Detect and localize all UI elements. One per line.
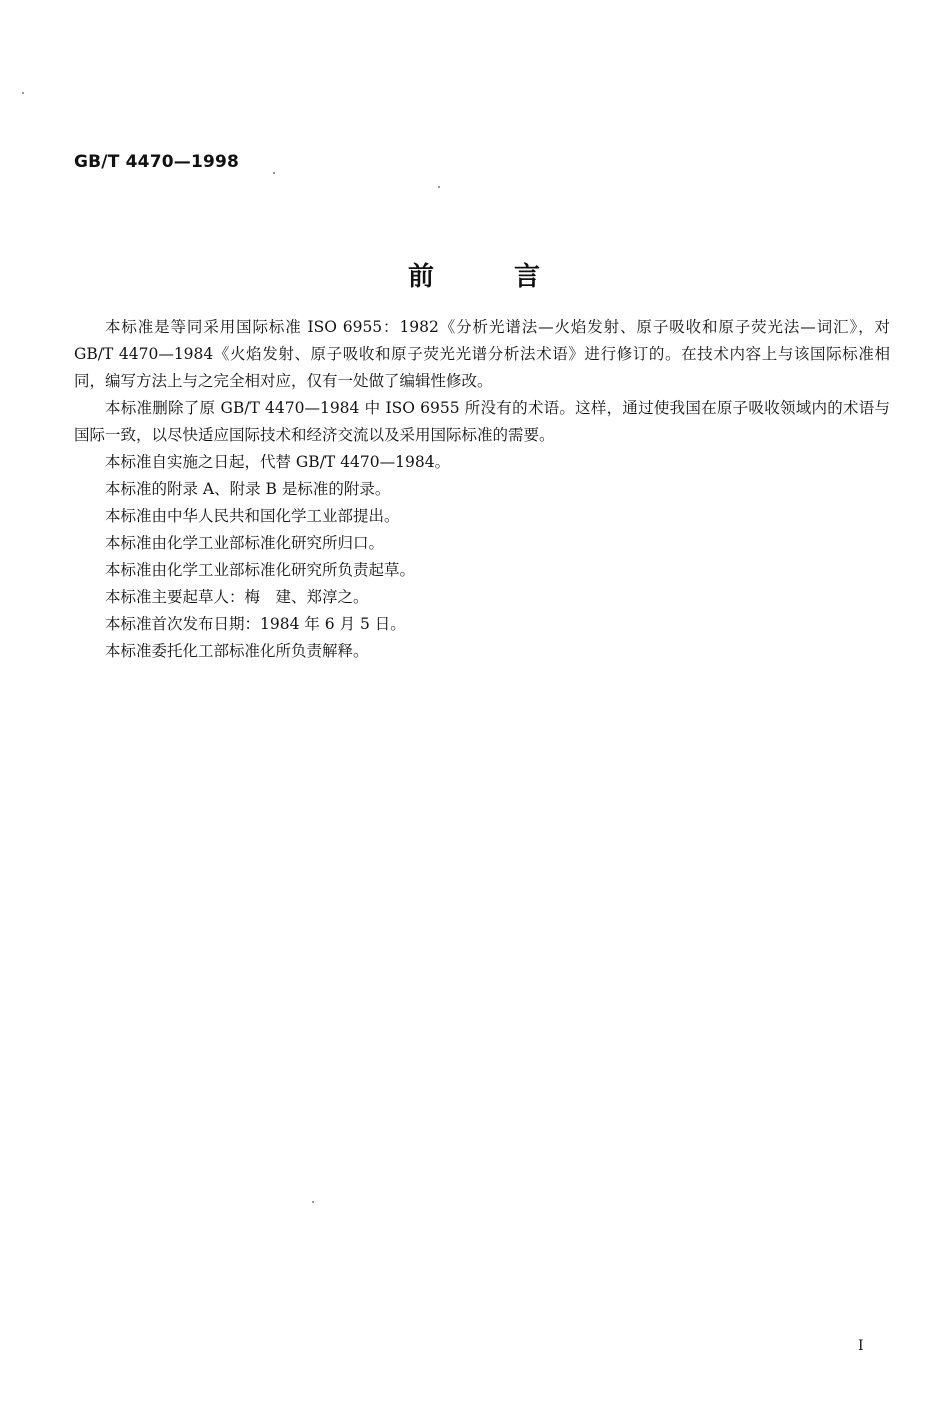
scan-speck [22, 92, 24, 94]
paragraph-interpretation: 本标准委托化工部标准化所负责解释。 [105, 642, 369, 660]
paragraph-first-issue: 本标准首次发布日期：1984 年 6 月 5 日。 [105, 615, 406, 633]
page-title [0, 256, 950, 293]
title-char-2: 言 [514, 262, 543, 292]
foreword-body [74, 314, 890, 665]
paragraph-annexes: 本标准的附录 A、附录 B 是标准的附录。 [105, 480, 391, 498]
title-char-1: 前 [407, 262, 436, 292]
paragraph-replacement: 本标准自实施之日起，代替 GB/T 4470—1984。 [105, 453, 451, 471]
paragraph-adoption: 本标准是等同采用国际标准 ISO 6955：1982《分析光谱法—火焰发射、原子吸收和原子荧光法—词汇》，对 GB/T 4470—1984《火焰发射、原子吸收和原子荧光光谱分析法术语》进行修订的。在技术内容上与该国际标准相同，编写方法上与之完全相对应，仅有一处做了编辑性修改。 [74, 318, 890, 390]
paragraph-centralized: 本标准由化学工业部标准化研究所归口。 [105, 534, 385, 552]
paragraph-deletion: 本标准删除了原 GB/T 4470—1984 中 ISO 6955 所没有的术语。这样，通过使我国在原子吸收领域内的术语与国际一致，以尽快适应国际技术和经济交流以及采用国际标准的需要。 [74, 399, 890, 444]
document-id: GB/T 4470—1998 [74, 152, 240, 172]
scan-speck [438, 186, 440, 188]
paragraph-proposer: 本标准由中华人民共和国化学工业部提出。 [105, 507, 400, 525]
scan-speck [312, 1201, 314, 1203]
paragraph-drafter: 本标准由化学工业部标准化研究所负责起草。 [105, 561, 416, 579]
scan-speck [273, 172, 275, 174]
page-number: I [858, 1338, 864, 1354]
paragraph-authors: 本标准主要起草人：梅 建、郑淳之。 [105, 588, 369, 606]
